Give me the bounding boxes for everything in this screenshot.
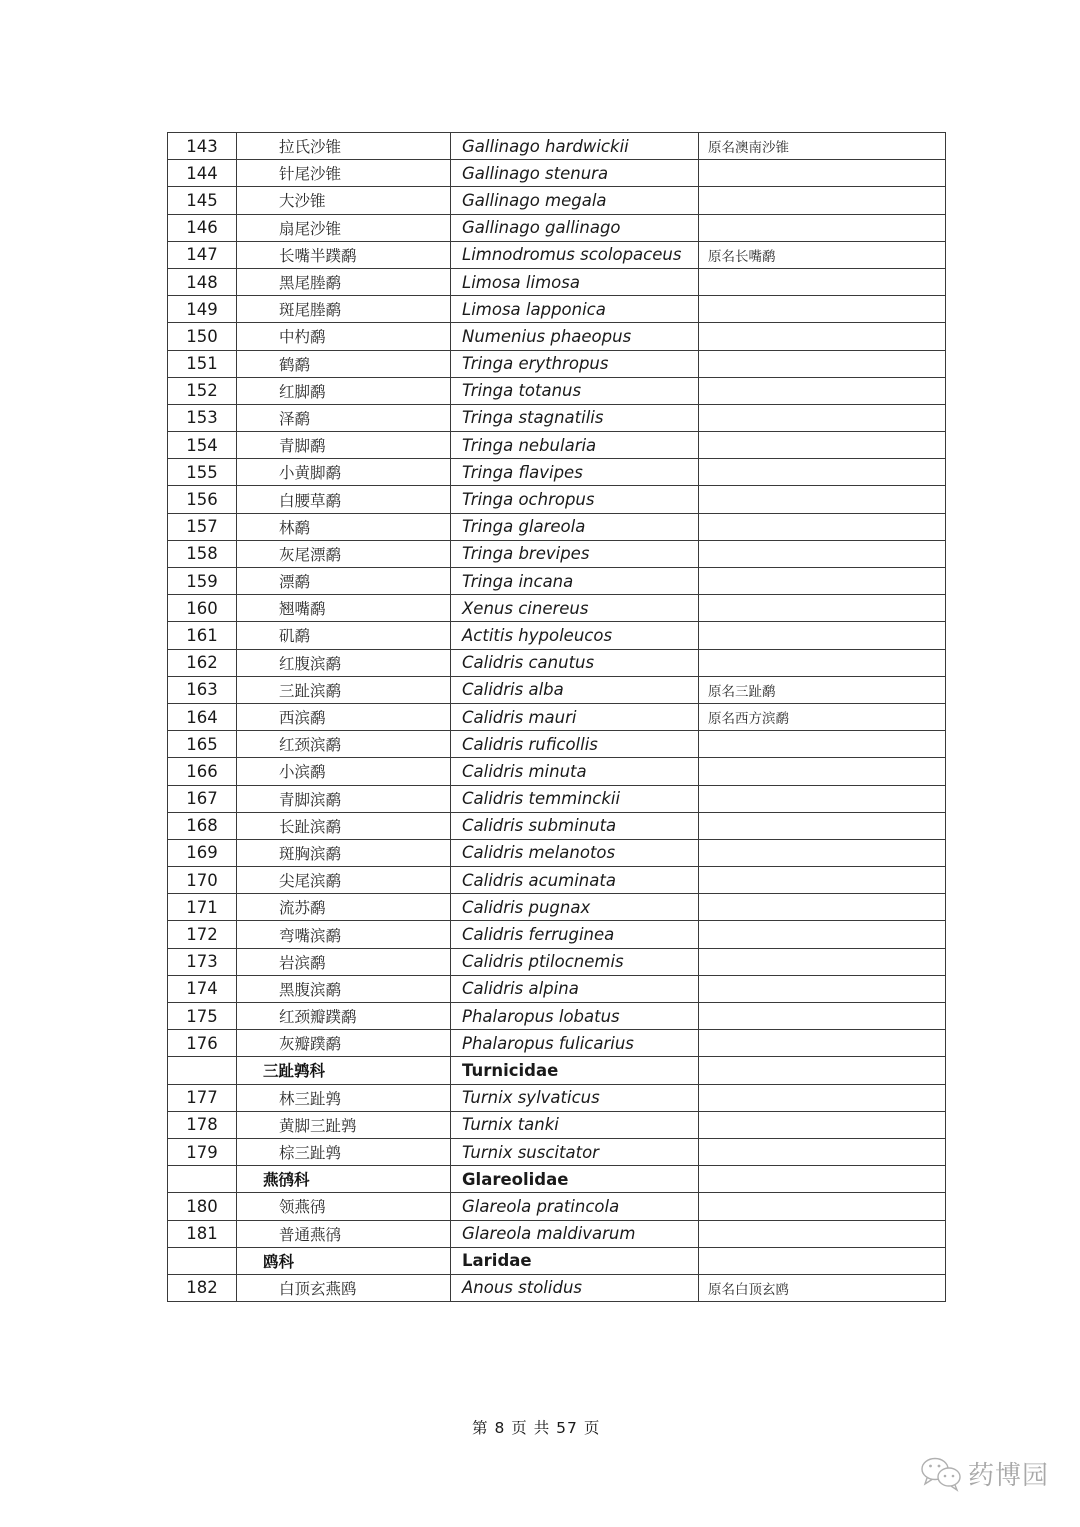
cell-note (699, 432, 946, 459)
table-row (168, 1030, 946, 1057)
cell-chinese-name: 棕三趾鹑 (237, 1138, 451, 1165)
wechat-icon (920, 1456, 964, 1492)
cell-scientific-name: Numenius phaeopus (451, 323, 699, 350)
cell-note: 原名三趾鹬 (699, 676, 946, 703)
cell-note (699, 595, 946, 622)
cell-note (699, 1138, 946, 1165)
table-row (168, 1138, 946, 1165)
cell-note (699, 758, 946, 785)
cell-note (699, 459, 946, 486)
table-row (168, 241, 946, 268)
cell-chinese-name: 青脚滨鹬 (237, 785, 451, 812)
cell-chinese-name: 青脚鹬 (237, 432, 451, 459)
cell-note (699, 1247, 946, 1274)
cell-note (699, 894, 946, 921)
cell-number: 172 (168, 921, 237, 948)
cell-note (699, 1003, 946, 1030)
cell-scientific-name: Glareolidae (451, 1166, 699, 1193)
table-row (168, 731, 946, 758)
cell-number: 143 (168, 133, 237, 160)
table-row (168, 867, 946, 894)
cell-chinese-name: 中杓鹬 (237, 323, 451, 350)
cell-note (699, 268, 946, 295)
cell-chinese-name: 拉氏沙锥 (237, 133, 451, 160)
cell-note (699, 785, 946, 812)
cell-chinese-name: 斑胸滨鹬 (237, 839, 451, 866)
cell-chinese-name: 流苏鹬 (237, 894, 451, 921)
species-table (167, 132, 946, 1302)
cell-note (699, 1111, 946, 1138)
family-row (168, 1166, 946, 1193)
cell-number: 146 (168, 214, 237, 241)
cell-note (699, 1030, 946, 1057)
cell-note: 原名白顶玄鸥 (699, 1274, 946, 1301)
cell-note (699, 214, 946, 241)
cell-note (699, 486, 946, 513)
cell-number: 161 (168, 622, 237, 649)
cell-scientific-name: Turnix tanki (451, 1111, 699, 1138)
cell-number: 154 (168, 432, 237, 459)
cell-number: 171 (168, 894, 237, 921)
cell-number: 145 (168, 187, 237, 214)
cell-number: 169 (168, 839, 237, 866)
cell-number: 181 (168, 1220, 237, 1247)
cell-number: 166 (168, 758, 237, 785)
table-row (168, 568, 946, 595)
cell-scientific-name: Tringa ochropus (451, 486, 699, 513)
table-row (168, 894, 946, 921)
cell-chinese-name: 灰瓣蹼鹬 (237, 1030, 451, 1057)
cell-note (699, 1220, 946, 1247)
table-row (168, 1111, 946, 1138)
cell-scientific-name: Calidris pugnax (451, 894, 699, 921)
cell-number: 174 (168, 975, 237, 1002)
cell-number: 165 (168, 731, 237, 758)
table-row (168, 404, 946, 431)
cell-number: 179 (168, 1138, 237, 1165)
cell-number: 176 (168, 1030, 237, 1057)
table-row (168, 975, 946, 1002)
cell-chinese-name: 岩滨鹬 (237, 948, 451, 975)
cell-scientific-name: Gallinago stenura (451, 160, 699, 187)
table-row (168, 513, 946, 540)
cell-chinese-name: 鹤鹬 (237, 350, 451, 377)
cell-chinese-name: 西滨鹬 (237, 703, 451, 730)
cell-scientific-name: Tringa brevipes (451, 540, 699, 567)
cell-note: 原名澳南沙锥 (699, 133, 946, 160)
table-row (168, 296, 946, 323)
cell-number: 158 (168, 540, 237, 567)
cell-scientific-name: Tringa nebularia (451, 432, 699, 459)
cell-number: 149 (168, 296, 237, 323)
cell-scientific-name: Gallinago megala (451, 187, 699, 214)
cell-note (699, 404, 946, 431)
cell-note (699, 160, 946, 187)
table-row (168, 1220, 946, 1247)
cell-note (699, 187, 946, 214)
cell-scientific-name: Calidris acuminata (451, 867, 699, 894)
table-row (168, 160, 946, 187)
cell-note (699, 540, 946, 567)
cell-scientific-name: Calidris ptilocnemis (451, 948, 699, 975)
watermark (920, 1455, 1049, 1492)
cell-number: 153 (168, 404, 237, 431)
cell-chinese-name: 燕鸻科 (237, 1166, 451, 1193)
cell-scientific-name: Calidris canutus (451, 649, 699, 676)
table-row (168, 622, 946, 649)
table-row (168, 323, 946, 350)
cell-scientific-name: Phalaropus fulicarius (451, 1030, 699, 1057)
cell-scientific-name: Phalaropus lobatus (451, 1003, 699, 1030)
cell-chinese-name: 白顶玄燕鸥 (237, 1274, 451, 1301)
cell-number: 147 (168, 241, 237, 268)
cell-note (699, 1084, 946, 1111)
table-row (168, 1003, 946, 1030)
cell-scientific-name: Limosa lapponica (451, 296, 699, 323)
cell-number: 150 (168, 323, 237, 350)
table-row (168, 486, 946, 513)
cell-note (699, 948, 946, 975)
cell-number: 144 (168, 160, 237, 187)
cell-chinese-name: 红脚鹬 (237, 377, 451, 404)
cell-number: 160 (168, 595, 237, 622)
table-row (168, 948, 946, 975)
cell-scientific-name: Actitis hypoleucos (451, 622, 699, 649)
current-page-number: 8 (494, 1419, 506, 1437)
cell-scientific-name: Calidris melanotos (451, 839, 699, 866)
cell-note (699, 350, 946, 377)
cell-note (699, 975, 946, 1002)
table-row (168, 540, 946, 567)
family-row (168, 1247, 946, 1274)
cell-chinese-name: 矶鹬 (237, 622, 451, 649)
total-pages-number: 57 (556, 1419, 578, 1437)
cell-chinese-name: 三趾鹑科 (237, 1057, 451, 1084)
cell-chinese-name: 翘嘴鹬 (237, 595, 451, 622)
cell-note (699, 812, 946, 839)
cell-chinese-name: 斑尾塍鹬 (237, 296, 451, 323)
cell-note (699, 921, 946, 948)
cell-scientific-name: Anous stolidus (451, 1274, 699, 1301)
cell-number: 178 (168, 1111, 237, 1138)
table-row (168, 649, 946, 676)
cell-chinese-name: 白腰草鹬 (237, 486, 451, 513)
cell-note (699, 622, 946, 649)
cell-number: 148 (168, 268, 237, 295)
table-row (168, 432, 946, 459)
cell-number: 156 (168, 486, 237, 513)
cell-note (699, 1057, 946, 1084)
cell-chinese-name: 小黄脚鹬 (237, 459, 451, 486)
cell-scientific-name: Limnodromus scolopaceus (451, 241, 699, 268)
cell-chinese-name: 大沙锥 (237, 187, 451, 214)
cell-number: 177 (168, 1084, 237, 1111)
table-row (168, 214, 946, 241)
cell-chinese-name: 普通燕鸻 (237, 1220, 451, 1247)
table-row (168, 676, 946, 703)
species-table-body (168, 133, 946, 1302)
cell-chinese-name: 灰尾漂鹬 (237, 540, 451, 567)
table-row (168, 703, 946, 730)
cell-chinese-name: 鸥科 (237, 1247, 451, 1274)
cell-number: 151 (168, 350, 237, 377)
cell-scientific-name: Calidris subminuta (451, 812, 699, 839)
cell-scientific-name: Turnix suscitator (451, 1138, 699, 1165)
cell-scientific-name: Tringa incana (451, 568, 699, 595)
cell-chinese-name: 长嘴半蹼鹬 (237, 241, 451, 268)
cell-number (168, 1247, 237, 1274)
table-row (168, 785, 946, 812)
cell-number: 157 (168, 513, 237, 540)
cell-number: 159 (168, 568, 237, 595)
cell-chinese-name: 小滨鹬 (237, 758, 451, 785)
cell-scientific-name: Turnicidae (451, 1057, 699, 1084)
cell-chinese-name: 针尾沙锥 (237, 160, 451, 187)
cell-chinese-name: 漂鹬 (237, 568, 451, 595)
cell-note (699, 323, 946, 350)
cell-scientific-name: Calidris alba (451, 676, 699, 703)
cell-scientific-name: Calidris ferruginea (451, 921, 699, 948)
cell-number (168, 1057, 237, 1084)
cell-scientific-name: Gallinago gallinago (451, 214, 699, 241)
cell-note (699, 867, 946, 894)
cell-chinese-name: 黑尾塍鹬 (237, 268, 451, 295)
cell-scientific-name: Calidris alpina (451, 975, 699, 1002)
table-row (168, 1084, 946, 1111)
table-row (168, 812, 946, 839)
cell-number: 170 (168, 867, 237, 894)
cell-scientific-name: Xenus cinereus (451, 595, 699, 622)
table-row (168, 1274, 946, 1301)
species-table-container (167, 132, 945, 1302)
cell-note (699, 377, 946, 404)
cell-chinese-name: 领燕鸻 (237, 1193, 451, 1220)
cell-note (699, 1166, 946, 1193)
cell-chinese-name: 扇尾沙锥 (237, 214, 451, 241)
cell-note (699, 296, 946, 323)
cell-scientific-name: Gallinago hardwickii (451, 133, 699, 160)
cell-number: 175 (168, 1003, 237, 1030)
footer-prefix: 第 (472, 1419, 489, 1437)
cell-scientific-name: Calidris ruficollis (451, 731, 699, 758)
cell-scientific-name: Calidris mauri (451, 703, 699, 730)
cell-scientific-name: Tringa erythropus (451, 350, 699, 377)
cell-scientific-name: Glareola maldivarum (451, 1220, 699, 1247)
family-row (168, 1057, 946, 1084)
table-row (168, 133, 946, 160)
cell-scientific-name: Calidris temminckii (451, 785, 699, 812)
cell-chinese-name: 林鹬 (237, 513, 451, 540)
cell-chinese-name: 尖尾滨鹬 (237, 867, 451, 894)
table-row (168, 187, 946, 214)
cell-scientific-name: Tringa flavipes (451, 459, 699, 486)
table-row (168, 1193, 946, 1220)
cell-scientific-name: Calidris minuta (451, 758, 699, 785)
cell-number: 152 (168, 377, 237, 404)
cell-number: 164 (168, 703, 237, 730)
cell-scientific-name: Laridae (451, 1247, 699, 1274)
cell-chinese-name: 泽鹬 (237, 404, 451, 431)
cell-scientific-name: Glareola pratincola (451, 1193, 699, 1220)
cell-chinese-name: 弯嘴滨鹬 (237, 921, 451, 948)
cell-note (699, 568, 946, 595)
cell-chinese-name: 红腹滨鹬 (237, 649, 451, 676)
cell-note (699, 649, 946, 676)
cell-number: 182 (168, 1274, 237, 1301)
cell-number: 173 (168, 948, 237, 975)
cell-number: 167 (168, 785, 237, 812)
cell-chinese-name: 林三趾鹑 (237, 1084, 451, 1111)
cell-scientific-name: Tringa glareola (451, 513, 699, 540)
cell-number: 163 (168, 676, 237, 703)
cell-note (699, 731, 946, 758)
table-row (168, 268, 946, 295)
page-footer (472, 1416, 600, 1438)
table-row (168, 350, 946, 377)
table-row (168, 839, 946, 866)
cell-note (699, 839, 946, 866)
cell-chinese-name: 红颈瓣蹼鹬 (237, 1003, 451, 1030)
cell-scientific-name: Tringa stagnatilis (451, 404, 699, 431)
table-row (168, 459, 946, 486)
table-row (168, 377, 946, 404)
cell-note (699, 513, 946, 540)
cell-scientific-name: Turnix sylvaticus (451, 1084, 699, 1111)
cell-note (699, 1193, 946, 1220)
cell-chinese-name: 黑腹滨鹬 (237, 975, 451, 1002)
watermark-text: 药博园 (968, 1461, 1050, 1491)
cell-note: 原名西方滨鹬 (699, 703, 946, 730)
cell-chinese-name: 长趾滨鹬 (237, 812, 451, 839)
cell-note: 原名长嘴鹬 (699, 241, 946, 268)
footer-mid: 页 共 (511, 1419, 551, 1437)
table-row (168, 758, 946, 785)
cell-number (168, 1166, 237, 1193)
cell-scientific-name: Tringa totanus (451, 377, 699, 404)
cell-chinese-name: 三趾滨鹬 (237, 676, 451, 703)
cell-chinese-name: 黄脚三趾鹑 (237, 1111, 451, 1138)
cell-number: 155 (168, 459, 237, 486)
cell-number: 162 (168, 649, 237, 676)
cell-number: 180 (168, 1193, 237, 1220)
table-row (168, 921, 946, 948)
footer-suffix: 页 (583, 1419, 601, 1437)
cell-scientific-name: Limosa limosa (451, 268, 699, 295)
table-row (168, 595, 946, 622)
cell-chinese-name: 红颈滨鹬 (237, 731, 451, 758)
cell-number: 168 (168, 812, 237, 839)
